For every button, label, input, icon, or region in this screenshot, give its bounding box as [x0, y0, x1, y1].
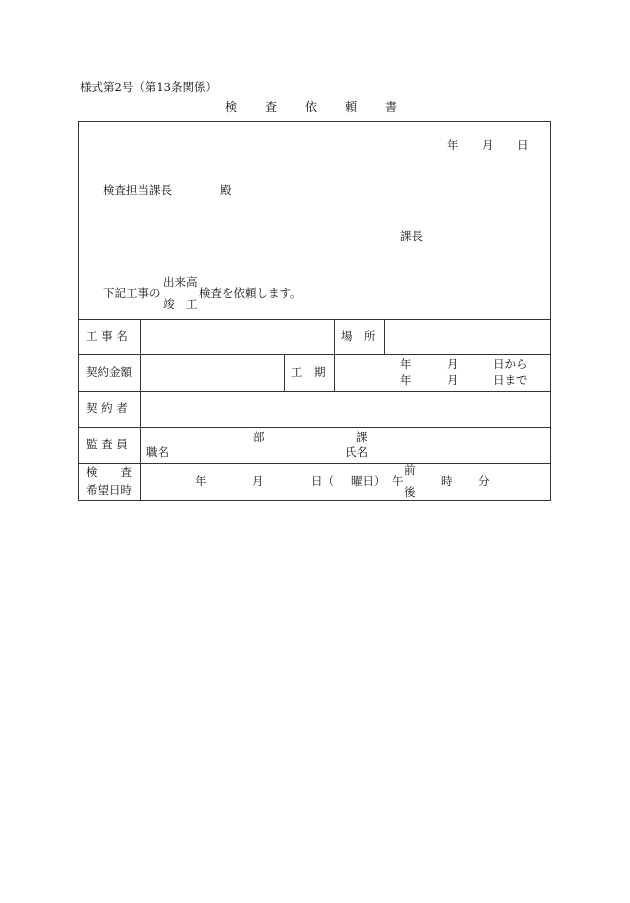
date-day: 日 [517, 138, 529, 152]
row-divider [78, 319, 551, 320]
row-divider [78, 391, 551, 392]
title-char: 依 [305, 100, 318, 114]
option-completion: 竣 工 [163, 297, 198, 311]
cell-divider [284, 354, 285, 391]
cell-divider [334, 319, 335, 354]
desired-hour: 時 [441, 474, 453, 488]
request-suffix: 検査を依頼します。 [199, 286, 302, 300]
period-to-year: 年 [400, 373, 412, 387]
section: 課 [356, 430, 368, 444]
job-title: 職名 [146, 445, 169, 459]
desired-year: 年 [195, 474, 207, 488]
option-partial: 出来高 [163, 275, 198, 289]
full-name: 氏名 [345, 445, 368, 459]
sender-title: 課長 [400, 229, 423, 243]
go-marker: 午 [392, 474, 404, 488]
request-prefix: 下記工事の [103, 286, 161, 300]
date-month: 月 [482, 138, 494, 152]
cell-divider [384, 319, 385, 354]
document-title [225, 101, 425, 113]
title-char: 査 [265, 100, 278, 114]
desired-day: 日（ [311, 474, 334, 488]
period-label: 工 期 [291, 365, 326, 379]
addressee: 検査担当課長 [103, 183, 172, 197]
contractor-label: 契 約 者 [86, 401, 128, 415]
inspector-label: 監 査 員 [86, 437, 128, 451]
cell-divider [334, 354, 335, 391]
am-marker: 前 [404, 463, 416, 477]
contract-amount-label: 契約金額 [86, 365, 132, 379]
pm-marker: 後 [404, 485, 416, 499]
title-char: 検 [225, 100, 238, 114]
row-divider [78, 463, 551, 464]
title-char: 頼 [345, 100, 358, 114]
form-frame [78, 121, 551, 501]
label-column-divider [140, 319, 141, 501]
row-divider [78, 354, 551, 355]
period-to-month: 月 [447, 373, 459, 387]
period-from-year: 年 [400, 357, 412, 371]
period-from-day: 日から [493, 357, 528, 371]
department: 部 [253, 430, 265, 444]
project-name-label: 工 事 名 [86, 329, 128, 343]
desired-datetime-label-2: 希望日時 [86, 483, 132, 497]
desired-datetime-label-1: 検 査 [86, 465, 132, 479]
row-divider [78, 427, 551, 428]
period-to-day: 日まで [493, 373, 528, 387]
desired-month: 月 [252, 474, 264, 488]
date-year: 年 [447, 138, 459, 152]
desired-weekday: 曜日） [351, 474, 386, 488]
period-from-month: 月 [447, 357, 459, 371]
title-char: 書 [385, 100, 398, 114]
desired-minute: 分 [478, 474, 490, 488]
location-label: 場 所 [341, 329, 376, 343]
honorific: 殿 [220, 183, 232, 197]
form-id: 様式第2号（第13条関係） [80, 80, 217, 94]
